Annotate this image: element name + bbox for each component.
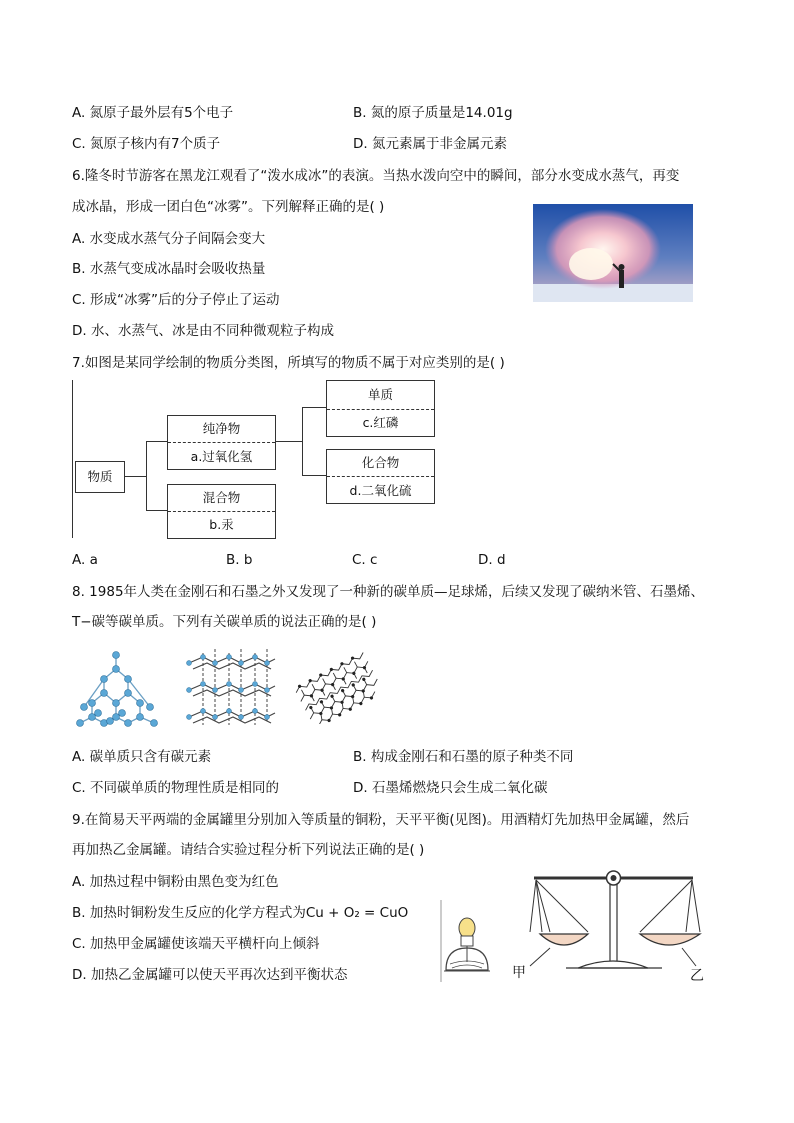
balance-label-right: 乙 (690, 968, 704, 984)
diagram-mixture-label: 混合物 (202, 490, 241, 505)
q6-option-b: B. 水蒸气变成冰晶时会吸收热量 (72, 261, 266, 277)
q8-stem-line1: 8. 1985年人类在金刚石和石墨之外又发现了一种新的碳单质—足球烯，后续又发现了碳纳米管、石墨烯、 (72, 584, 705, 600)
diagram-compound-box (326, 449, 435, 504)
diagram-mixture-box (167, 484, 276, 539)
q9-option-b: B. 加热时铜粉发生反应的化学方程式为Cu + O₂ = CuO (72, 905, 409, 921)
alcohol-lamp-icon (444, 918, 490, 971)
diagram-element-label: 单质 (367, 387, 393, 402)
graphene-structure-image (293, 652, 385, 724)
diagram-compound-label: 化合物 (361, 455, 400, 470)
q8-stem-line2: T−碳等碳单质。下列有关碳单质的说法正确的是( ) (72, 614, 377, 630)
q6-option-c: C. 形成“冰雾”后的分子停止了运动 (72, 292, 280, 308)
q9-stem-line1: 9.在简易天平两端的金属罐里分别加入等质量的铜粉，天平平衡(见图)。用酒精灯先加热甲金属罐，然后 (72, 812, 690, 828)
diamond-structure-image (70, 645, 170, 730)
diagram-element-box (326, 380, 435, 437)
q5-option-b: B. 氮的原子质量是14.01g (353, 105, 513, 121)
diagram-root-label: 物质 (87, 469, 113, 484)
q8-option-c: C. 不同碳单质的物理性质是相同的 (72, 780, 280, 796)
q5-option-c: C. 氮原子核内有7个质子 (72, 136, 221, 152)
diagram-pure-box (167, 415, 276, 470)
diagram-pure-fill: a.过氧化氢 (190, 449, 253, 464)
diagram-pure-label: 纯净物 (202, 421, 241, 436)
balance-label-left: 甲 (512, 965, 526, 981)
balance-figure (438, 850, 730, 986)
q9-option-c: C. 加热甲金属罐使该端天平横杆向上倾斜 (72, 936, 320, 952)
q6-stem-line1: 6.隆冬时节游客在黑龙江观看了“泼水成冰”的表演。当热水泼向空中的瞬间，部分水变成水蒸气，再变 (72, 168, 680, 184)
diagram-compound-fill: d.二氧化硫 (349, 483, 412, 498)
diagram-mixture-fill: b.汞 (209, 517, 234, 532)
q5-option-a: A. 氮原子最外层有5个电子 (72, 105, 234, 121)
q7-option-b: B. b (226, 552, 253, 568)
q9-option-a: A. 加热过程中铜粉由黑色变为红色 (72, 874, 279, 890)
graphite-structure-image (183, 645, 279, 730)
q7-option-a: A. a (72, 552, 98, 568)
q9-stem-line2: 再加热乙金属罐。请结合实验过程分析下列说法正确的是( ) (72, 842, 425, 858)
q8-option-a: A. 碳单质只含有碳元素 (72, 749, 212, 765)
q9-option-d: D. 加热乙金属罐可以使天平再次达到平衡状态 (72, 967, 348, 983)
q7-stem: 7.如图是某同学绘制的物质分类图，所填写的物质不属于对应类别的是( ) (72, 355, 505, 371)
q8-option-b: B. 构成金刚石和石墨的原子种类不同 (353, 749, 574, 765)
q7-option-d: D. d (478, 552, 506, 568)
diagram-root-box (75, 461, 125, 493)
q6-stem-line2: 成冰晶，形成一团白色“冰雾”。下列解释正确的是( ) (72, 199, 385, 215)
q7-option-c: C. c (352, 552, 378, 568)
diagram-element-fill: c.红磷 (362, 415, 399, 430)
q6-option-a: A. 水变成水蒸气分子间隔会变大 (72, 231, 266, 247)
q5-option-d: D. 氮元素属于非金属元素 (353, 136, 507, 152)
q8-option-d: D. 石墨烯燃烧只会生成二氧化碳 (353, 780, 548, 796)
q6-option-d: D. 水、水蒸气、冰是由不同种微观粒子构成 (72, 323, 334, 339)
ice-fog-photo (533, 204, 693, 302)
